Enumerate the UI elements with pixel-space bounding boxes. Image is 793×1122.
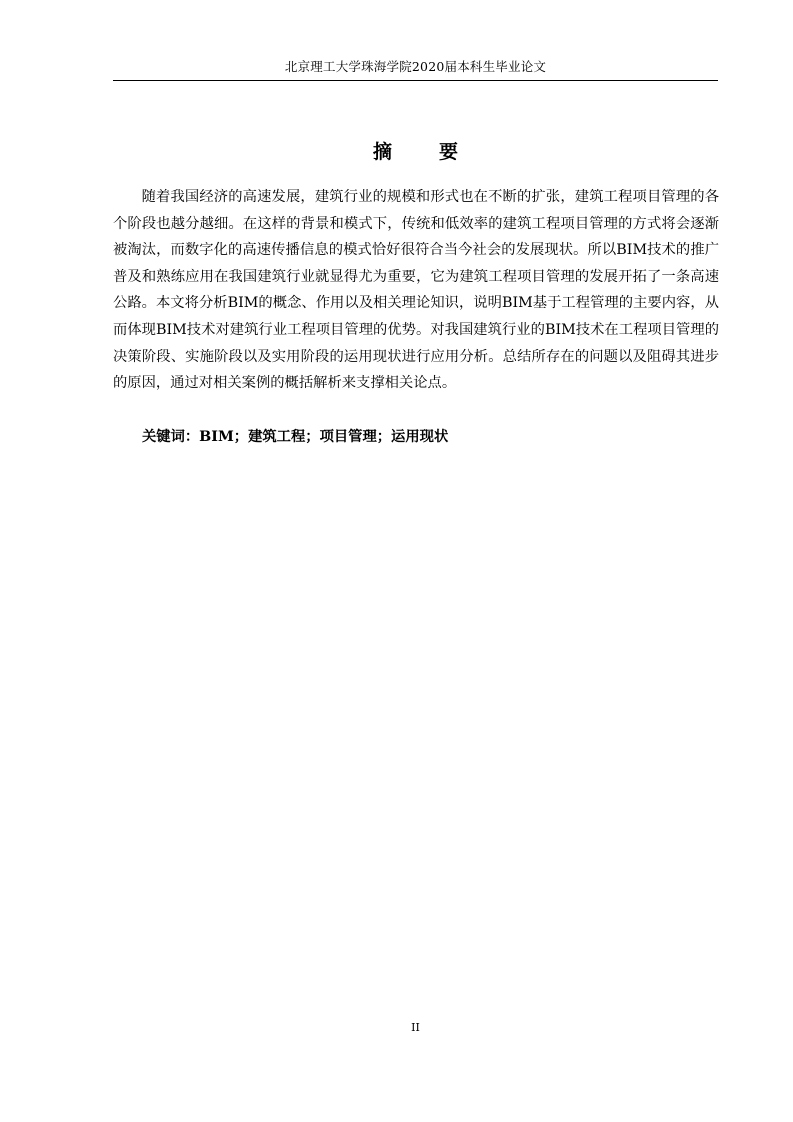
abstract-paragraph: 随着我国经济的高速发展，建筑行业的规模和形式也在不断的扩张，建筑工程项目管理的各个阶段也越分越细。在这样的背景和模式下，传统和低效率的建筑工程项目管理的方式将会逐渐被淘汰，而数字化的高速传播信息的模式恰好很符合当今社会的发展现状。所以BIM技术的推广普及和熟练应用在我国建筑行业就显得尤为重要，它为建筑工程项目管理的发展开拓了一条高速公路。本文将分析BIM的概念、作用以及相关理论知识，说明BIM基于工程管理的主要内容，从而体现BIM技术对建筑行业工程项目管理的优势。对我国建筑行业的BIM技术在工程项目管理的决策阶段、实施阶段以及实用阶段的运用现状进行应用分析。总结所存在的问题以及阻碍其进步的原因，通过对相关案例的概括解析来支撑相关论点。 — [113, 189, 719, 392]
keywords-line: 关键词：BIM；建筑工程；项目管理；运用现状 — [142, 429, 449, 445]
page-number: II — [411, 1021, 420, 1034]
header-divider — [113, 80, 718, 81]
abstract-body — [113, 184, 719, 397]
abstract-title: 摘 要 — [372, 141, 472, 163]
running-header: 北京理工大学珠海学院2020届本科生毕业论文 — [284, 59, 547, 74]
